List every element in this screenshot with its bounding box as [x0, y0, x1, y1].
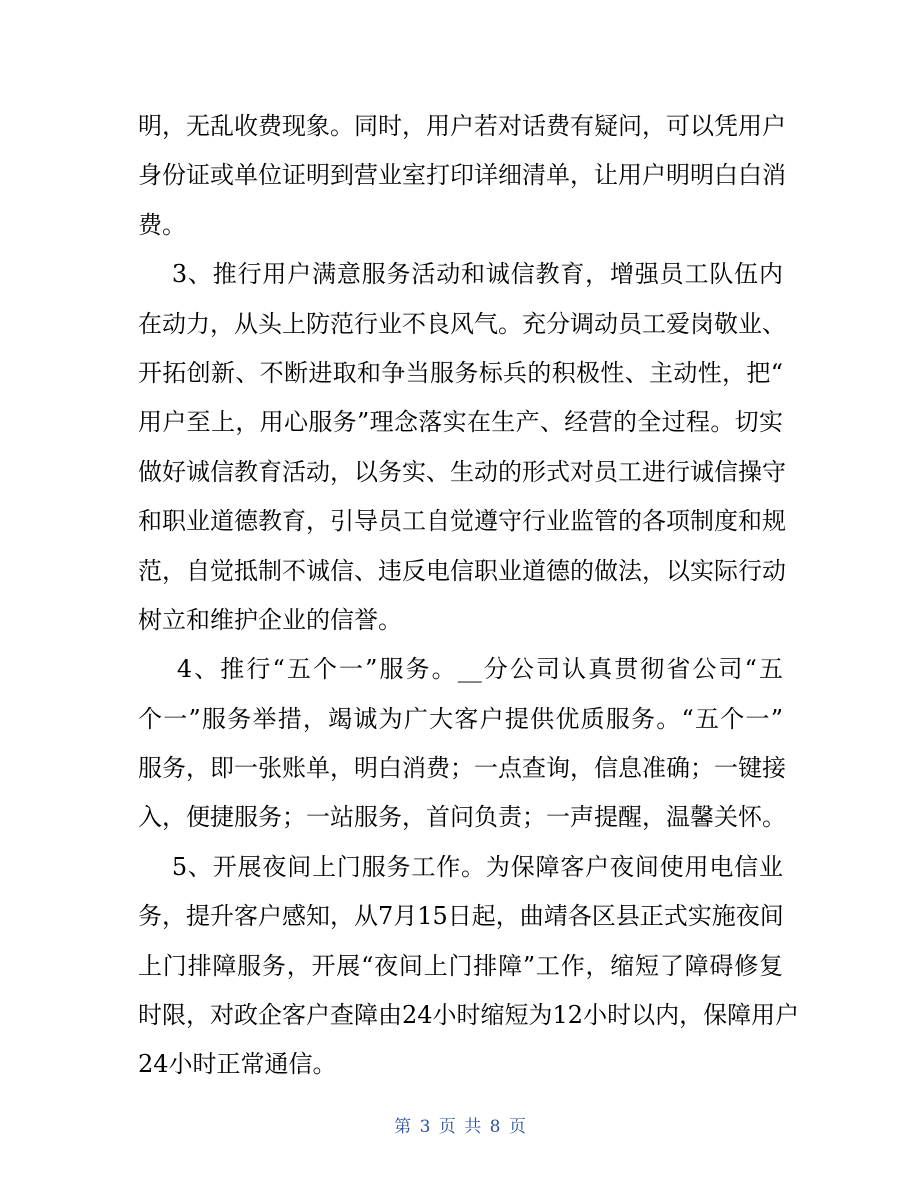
text-line: 费。	[138, 210, 186, 239]
text-line: 入，便捷服务；一站服务，首问负责；一声提醒，温馨关怀。	[138, 803, 786, 832]
text-line: 用户至上，用心服务”理念落实在生产、经营的全过程。切实	[138, 408, 783, 437]
paragraph-item-3	[138, 250, 786, 645]
text-line: 树立和维护企业的信誉。	[138, 605, 402, 634]
text-line: 开拓创新、不断进取和争当服务标兵的积极性、主动性，把“	[138, 358, 783, 387]
text-line: 4、推行“五个一”服务。__分公司认真贯彻省公司“五	[138, 655, 783, 684]
text-line: 做好诚信教育活动，以务实、生动的形式对员工进行诚信操守	[138, 457, 786, 486]
paragraph-continuation	[138, 102, 786, 250]
paragraph-item-4	[138, 645, 786, 843]
document-body	[138, 102, 800, 1090]
text-line: 身份证或单位证明到营业室打印详细清单，让用户明明白白消	[138, 161, 786, 190]
text-line: 明，无乱收费现象。同时，用户若对话费有疑问，可以凭用户	[138, 112, 786, 140]
text-line: 个一”服务举措，竭诚为广大客户提供优质服务。“五个一”	[138, 704, 783, 733]
text-line: 24小时正常通信。	[138, 1050, 337, 1079]
paragraph-item-5	[138, 843, 800, 1090]
text-line: 5、开展夜间上门服务工作。为保障客户夜间使用电信业	[138, 852, 783, 881]
text-line: 3、推行用户满意服务活动和诚信教育，增强员工队伍内	[138, 260, 783, 289]
text-line: 范，自觉抵制不诚信、违反电信职业道德的做法，以实际行动	[138, 556, 786, 585]
text-line: 和职业道德教育，引导员工自觉遵守行业监管的各项制度和规	[138, 507, 786, 536]
text-line: 务，提升客户感知，从7月15日起，曲靖各区县正式实施夜间	[138, 902, 784, 931]
text-line: 上门排障服务，开展“夜间上门排障”工作，缩短了障碍修复	[138, 951, 783, 980]
text-line: 时限，对政企客户查障由24小时缩短为12小时以内，保障用户	[138, 1001, 800, 1030]
page-number-footer: 第 3 页 共 8 页	[394, 1117, 526, 1137]
text-line: 在动力，从头上防范行业不良风气。充分调动员工爱岗敬业、	[138, 309, 786, 338]
text-line: 服务，即一张账单，明白消费；一点查询，信息准确；一键接	[138, 754, 786, 783]
